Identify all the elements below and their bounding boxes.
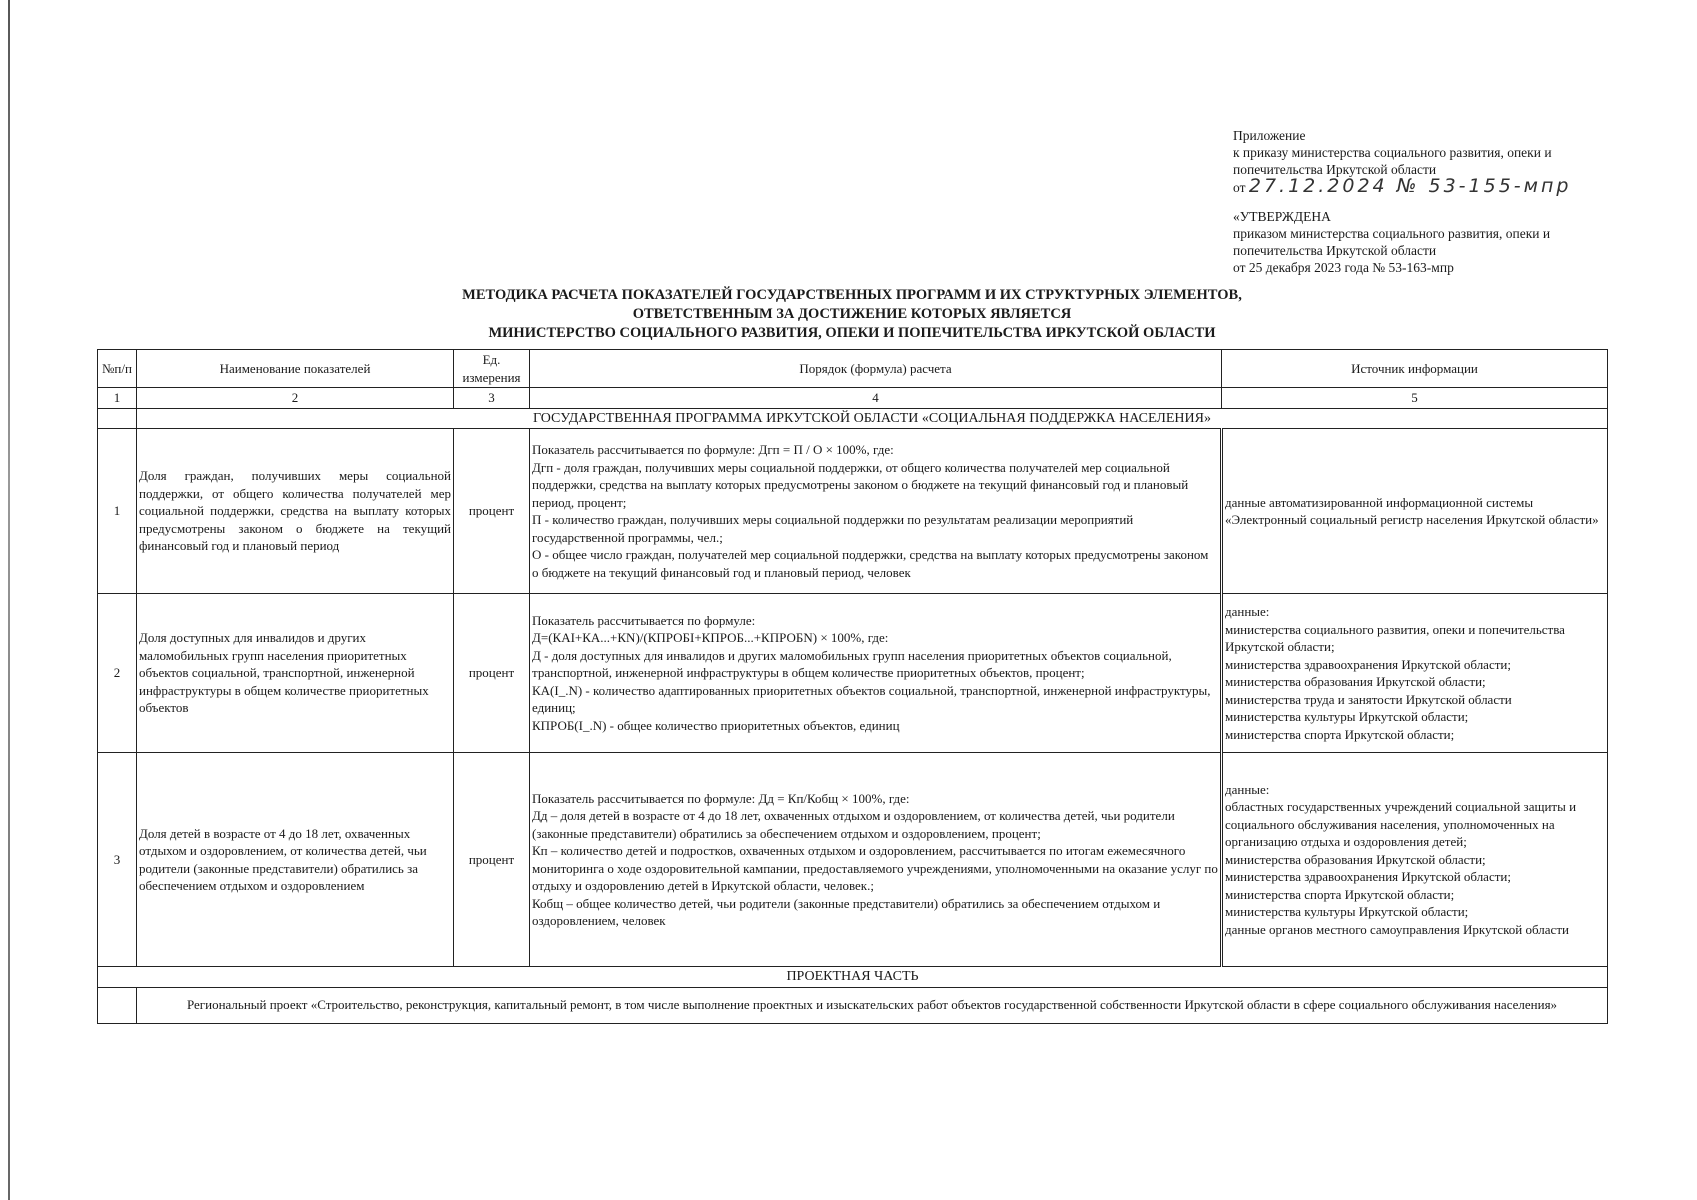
appendix-date-prefix: от <box>1233 180 1246 195</box>
approval-line-1: приказом министерства социального развития, опеки и <box>1233 226 1551 241</box>
regional-project-title: Региональный проект «Строительство, реконструкция, капитальный ремонт, в том числе выполнение проектных и изыскательских работ объектов государственной собственности Иркутской области в сфере социального обслуживания населения» <box>137 987 1608 1023</box>
column-number: 5 <box>1222 388 1608 409</box>
project-row <box>98 987 1608 1023</box>
appendix-date-line <box>1233 175 1673 197</box>
title-line-3: МИНИСТЕРСТВО СОЦИАЛЬНОГО РАЗВИТИЯ, ОПЕКИ И ПОПЕЧИТЕЛЬСТВА ИРКУТСКОЙ ОБЛАСТИ <box>488 325 1216 341</box>
approval-line-2: попечительства Иркутской области <box>1233 243 1437 258</box>
source-line: областных государственных учреждений социальной защиты и социального обслуживания населения, уполномоченных на организацию отдыха и оздоровления детей; <box>1225 799 1577 850</box>
source-line: данные органов местного самоуправления Иркутской области <box>1225 921 1569 937</box>
header-indicator-name: Наименование показателей <box>137 350 454 388</box>
appendix-label: Приложение <box>1233 128 1306 143</box>
formula-line: КА(I_.N) - количество адаптированных приоритетных объектов социальной, транспортной, инженерной инфраструктуры, единиц; <box>532 682 1211 716</box>
section-title: ПРОЕКТНАЯ ЧАСТЬ <box>98 967 1608 988</box>
header-number: №п/п <box>98 350 137 388</box>
formula-line: Кобщ – общее количество детей, чьи родители (законные представители) обратились за обеспечением отдыхом и оздоровлением, человек <box>532 895 1161 928</box>
source-line: министерства спорта Иркутской области; <box>1225 886 1455 902</box>
column-number: 3 <box>454 388 530 409</box>
document-title <box>97 286 1607 343</box>
formula-line: Показатель рассчитывается по формуле: Дгп = П / О × 100%, где: <box>532 442 894 457</box>
section-row-project-part <box>98 967 1608 988</box>
source-line: министерства образования Иркутской области; <box>1225 851 1486 867</box>
formula-line: П - количество граждан, получивших меры социальной поддержки по результатам реализации мероприятий государственной программы, чел.; <box>532 512 1134 545</box>
table-row <box>98 429 1608 594</box>
table-row <box>98 594 1608 753</box>
formula-line: Показатель рассчитывается по формуле: <box>532 612 756 628</box>
row-number: 3 <box>98 753 137 967</box>
title-line-2: ОТВЕТСТВЕННЫМ ЗА ДОСТИЖЕНИЕ КОТОРЫХ ЯВЛЯЕТСЯ <box>632 306 1072 322</box>
column-numbers-row <box>98 388 1608 409</box>
approval-label: «УТВЕРЖДЕНА <box>1233 209 1331 224</box>
formula-cell <box>530 753 1222 967</box>
header-source: Источник информации <box>1222 350 1608 388</box>
source-line: министерства культуры Иркутской области; <box>1225 904 1469 920</box>
appendix-line-1: к приказу министерства социального развития, опеки и <box>1233 145 1552 160</box>
indicator-name: Доля граждан, получивших меры социальной поддержки, от общего количества получателей мер социальной поддержки, средства на выплату которых предусмотрены законом о бюджете на текущий финансовый год и плановый период <box>137 429 454 594</box>
formula-line: Кп – количество детей и подростков, охваченных отдыхом и оздоровлением, рассчитывается по итогам ежемесячного мониторинга о ходе оздоровительной кампании, предоставляемого учреждениями, уполномоченными на оказание услуг по отдыху и оздоровлению детей в Иркутской области, человек.; <box>532 843 1218 893</box>
source-line: министерства социального развития, опеки и попечительства Иркутской области; <box>1225 621 1565 654</box>
source-line: данные: <box>1225 781 1270 797</box>
formula-line: Дд – доля детей в возрасте от 4 до 18 лет, охваченных отдыхом и оздоровлением, от количества детей, чьи родители (законные представители) обратились за обеспечением отдыхом и оздоровлением, процент; <box>532 808 1175 841</box>
column-number: 2 <box>137 388 454 409</box>
unit: процент <box>454 594 530 753</box>
approval-line-3: от 25 декабря 2023 года № 53-163-мпр <box>1233 260 1454 275</box>
appendix-line-2: попечительства Иркутской области <box>1233 162 1437 177</box>
source-line: министерства здравоохранения Иркутской области; <box>1225 656 1511 672</box>
header-formula: Порядок (формула) расчета <box>530 350 1222 388</box>
source-cell <box>1222 753 1608 967</box>
formula-cell <box>530 429 1222 594</box>
section-title: ГОСУДАРСТВЕННАЯ ПРОГРАММА ИРКУТСКОЙ ОБЛАСТИ «СОЦИАЛЬНАЯ ПОДДЕРЖКА НАСЕЛЕНИЯ» <box>137 408 1608 429</box>
unit: процент <box>454 429 530 594</box>
formula-line: О - общее число граждан, получателей мер социальной поддержки, средства на выплату которых предусмотрены законом о бюджете на текущий финансовый год и плановый период, человек <box>532 547 1209 580</box>
source-line: министерства образования Иркутской области; <box>1225 674 1486 689</box>
source-line: данные: <box>1225 604 1270 619</box>
source-line: министерства здравоохранения Иркутской области; <box>1225 869 1511 885</box>
header-unit: Ед. измерения <box>454 350 530 388</box>
methodology-table <box>97 349 1608 1024</box>
formula-line: Д=(КАI+КА...+КN)/(КПРОБI+КПРОБ...+КПРОБN) × 100%, где: <box>532 630 889 646</box>
indicator-name: Доля детей в возрасте от 4 до 18 лет, охваченных отдыхом и оздоровлением, от количества детей, чьи родители (законные представители) обратились за обеспечением отдыхом и оздоровлением <box>137 753 454 967</box>
section-row-state-program <box>98 408 1608 429</box>
table-row <box>98 753 1608 967</box>
column-number: 4 <box>530 388 1222 409</box>
formula-line: Показатель рассчитывается по формуле: Дд = Кп/Кобщ × 100%, где: <box>532 790 910 806</box>
source-cell <box>1222 594 1608 753</box>
formula-line: Д - доля доступных для инвалидов и других маломобильных групп населения приоритетных объектов социальной, транспортной, инженерной инфраструктуры в общем количестве приоритетных объектов, процент; <box>532 647 1172 681</box>
row-number: 2 <box>98 594 137 753</box>
scan-edge <box>8 0 10 1200</box>
table-header-row <box>98 350 1608 388</box>
source-line: данные автоматизированной информационной системы «Электронный социальный регистр населения Иркутской области» <box>1225 494 1599 527</box>
row-number: 1 <box>98 429 137 594</box>
appendix-header <box>1233 127 1673 276</box>
source-line: министерства спорта Иркутской области; <box>1225 726 1455 742</box>
source-cell <box>1222 429 1608 594</box>
source-line: министерства культуры Иркутской области; <box>1225 709 1469 724</box>
title-line-1: МЕТОДИКА РАСЧЕТА ПОКАЗАТЕЛЕЙ ГОСУДАРСТВЕННЫХ ПРОГРАММ И ИХ СТРУКТУРНЫХ ЭЛЕМЕНТОВ, <box>462 287 1242 303</box>
source-line: министерства труда и занятости Иркутской области <box>1225 691 1512 707</box>
formula-line: Дгп - доля граждан, получивших меры социальной поддержки, от общего количества получателей мер социальной поддержки, средства на выплату которых предусмотрены законом о бюджете на текущий финансовый год и плановый период, процент; <box>532 459 1189 510</box>
unit: процент <box>454 753 530 967</box>
formula-line: КПРОБ(I_.N) - общее количество приоритетных объектов, единиц <box>532 717 900 733</box>
formula-cell <box>530 594 1222 753</box>
indicator-name: Доля доступных для инвалидов и других маломобильных групп населения приоритетных объектов социальной, транспортной, инженерной инфраструктуры в общем количестве приоритетных объектов <box>137 594 454 753</box>
column-number: 1 <box>98 388 137 409</box>
handwritten-date-number: 27.12.2024 № 53-155-мпр <box>1248 175 1572 197</box>
